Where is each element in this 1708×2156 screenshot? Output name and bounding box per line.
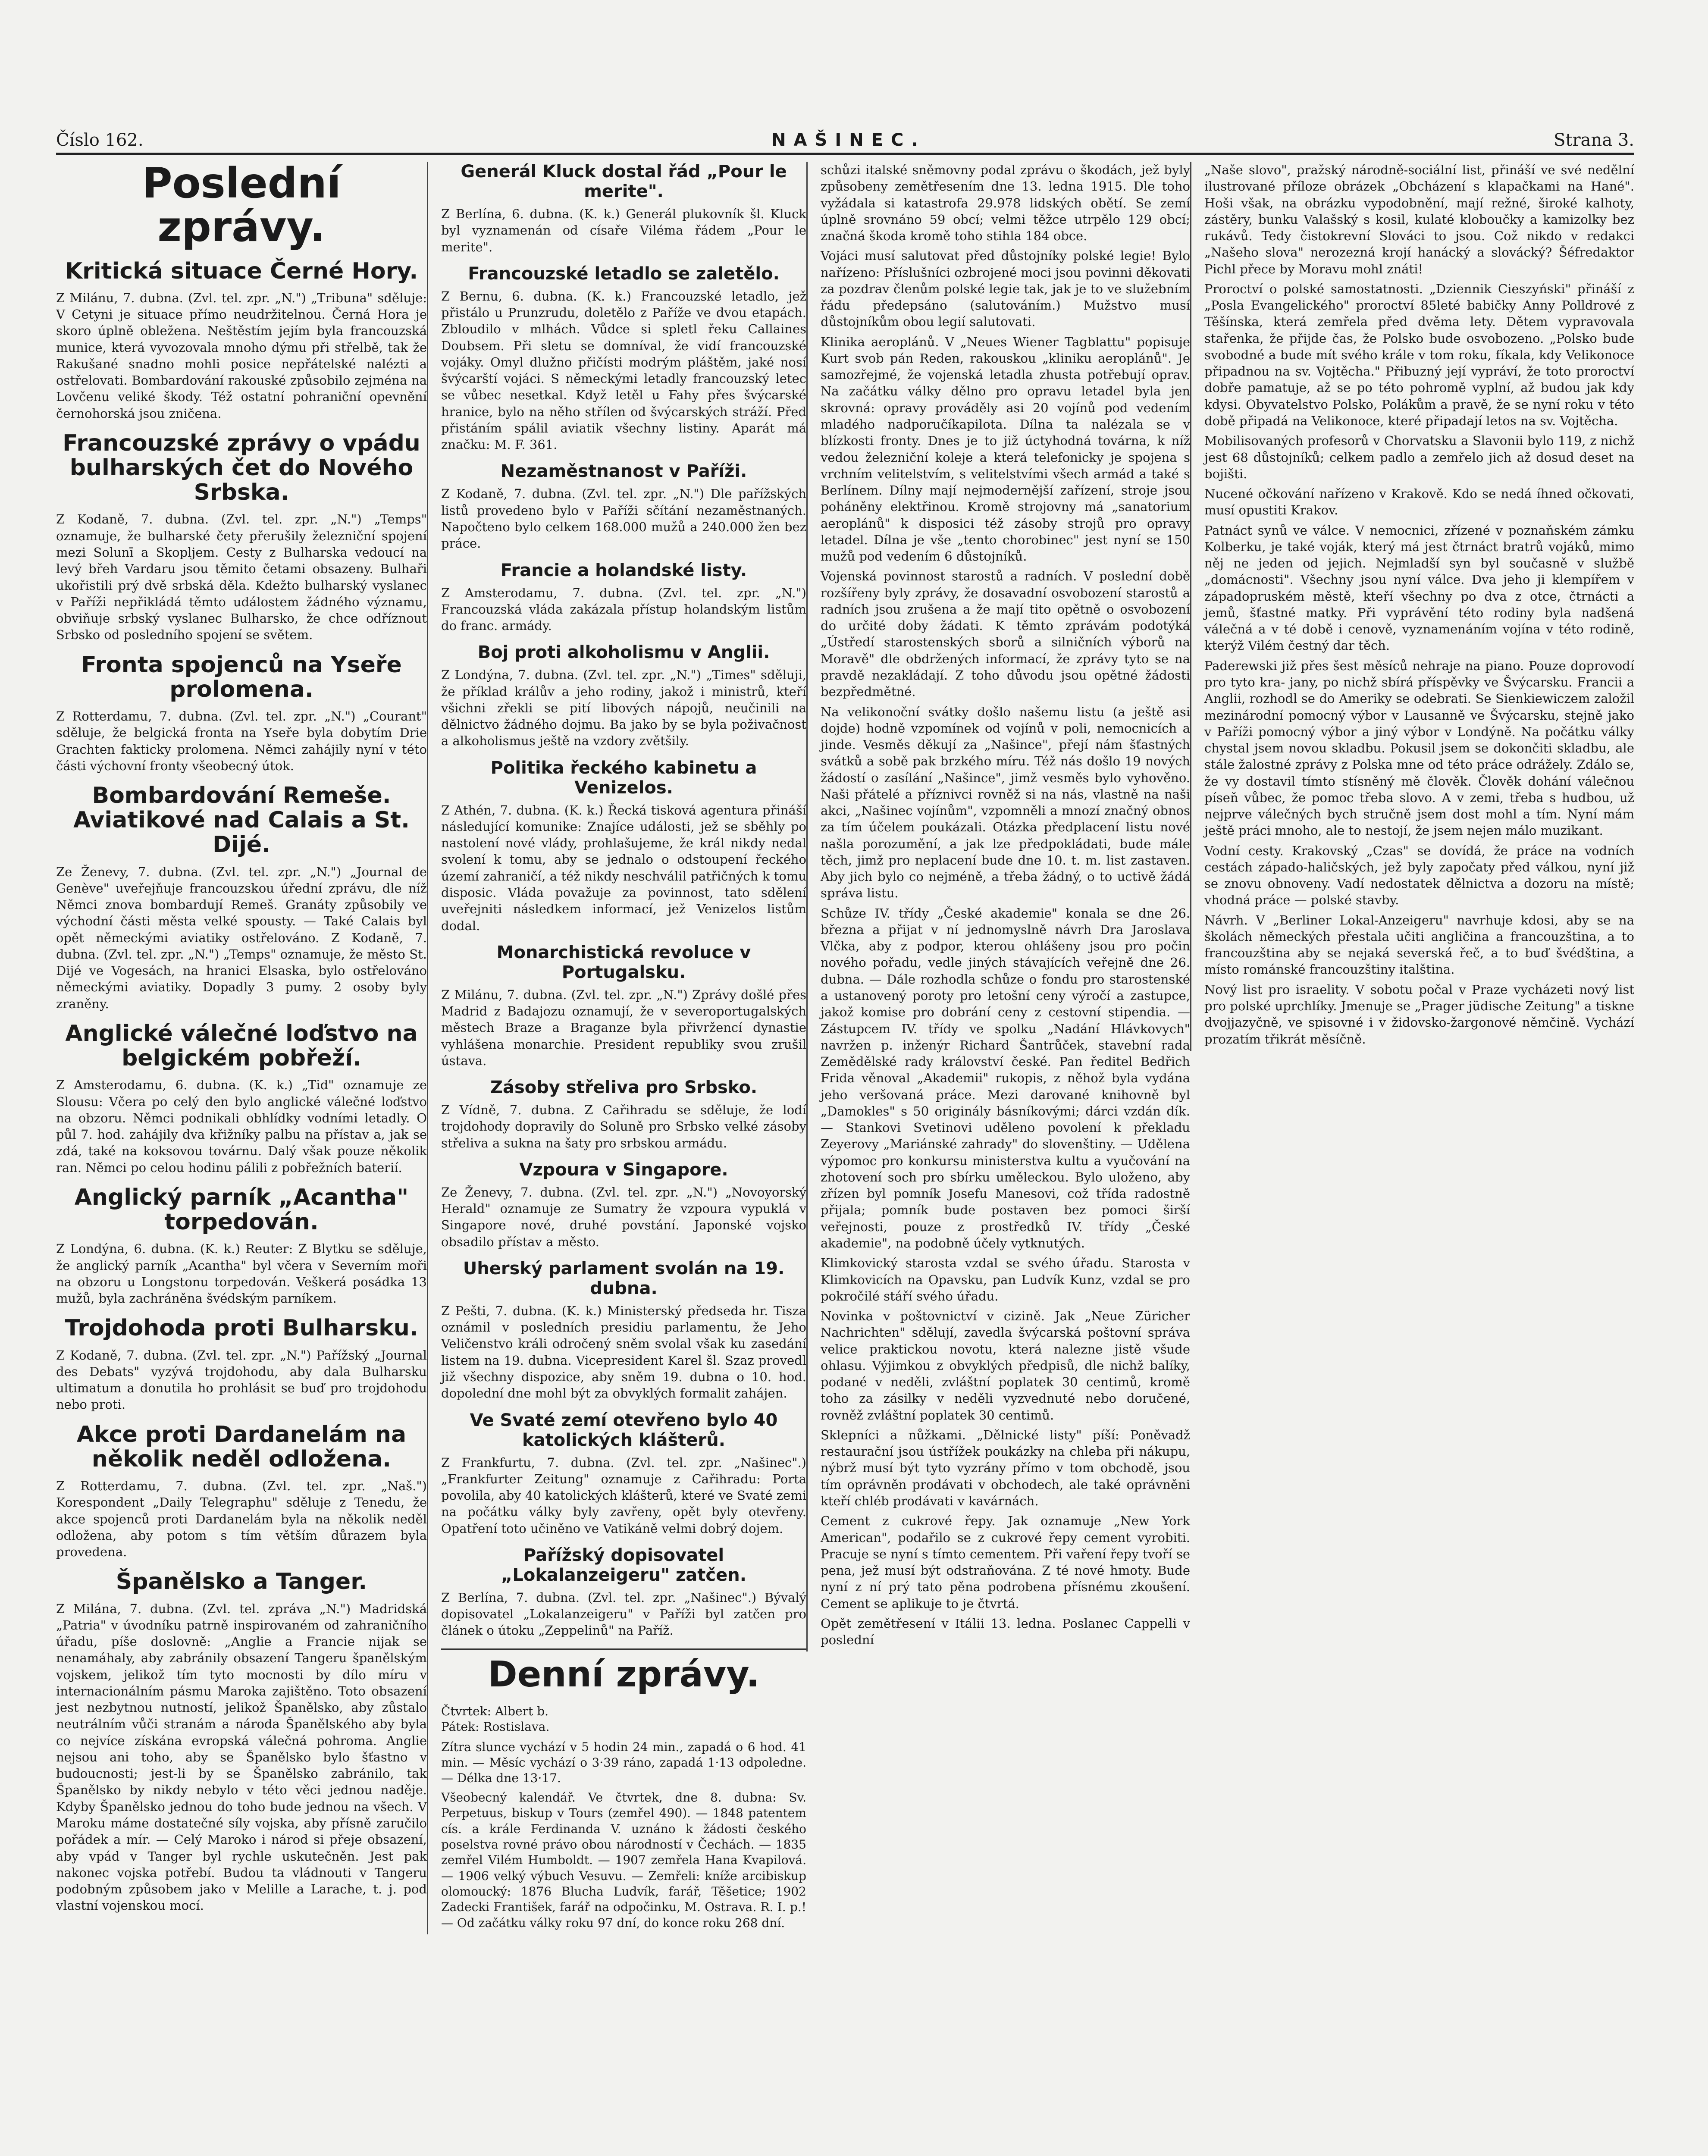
calendar-line: Čtvrtek: Albert b. bbox=[441, 1704, 549, 1718]
article-title: Francouzské zprávy o vpádu bulharských čet do Nového Srbska. bbox=[63, 430, 420, 506]
page-number: Strana 3. bbox=[1554, 130, 1634, 150]
article-text: Z Berlína, 7. dubna. (Zvl. tel. zpr. „Našinec".) Bývalý dopisovatel „Lokalanzeigeru" v Paříži byl zatčen pro článek o útoku „Zeppelinů" na Paříž. bbox=[441, 1590, 806, 1638]
article-title: Zásoby střeliva pro Srbsko. bbox=[490, 1078, 758, 1098]
news-paragraph: Vojáci musí salutovat před důstojníky polské legie! Bylo nařízeno: Příslušníci ozbrojené moci jsou povinni děkovati za pozdrav členům polské legie tak, jak je to ve služebním řádu předepsáno (salutováním.) Mužstvo musí důstojníkům obou legií salutovati. bbox=[821, 248, 1190, 329]
article-text: Z Rotterdamu, 7. dubna. (Zvl. tel. zpr. „Naš.") Korespondent „Daily Telegraphu" sděluje z Tenedu, že akce spojenců proti Dardanelám byla na několik neděl odložena, aby potom s tím větším důrazem byla provedena. bbox=[56, 1479, 427, 1560]
article-title: Ve Svaté zemí otevřeno bylo 40 katolických klášterů. bbox=[470, 1410, 778, 1450]
section-title-daily-news: Denní zprávy. bbox=[488, 1654, 760, 1695]
page-header bbox=[56, 129, 1634, 155]
article-title: Kritická situace Černé Hory. bbox=[65, 258, 418, 284]
news-paragraph: Klinika aeroplánů. V „Neues Wiener Tagblattu" popisuje Kurt svob pán Reden, rakouskou „kliniku aeroplánů". Je samozřejmé, že vojenská letadla zhusta potřebují oprav. Na začátku války dělno pro opravu letadel byla jen skrovná: opravy prováděly asi 20 vojínů pod vedením mladého nadporučíkapilota. Dílna ta nalézala se v blízkosti fronty. Dnes je to již úctyhodná továrna, k níž vedou železniční koleje a která telefonicky je spojena s vrchním velitelstvím, s velitelstvími všech armád a také s Berlínem. Dílny mají nejmodernější zařízení, stroje jsou poháněny elektřinou. Kromě strojovny má „sanatorium aeroplánů" k disposici též zásoby strojů pro opravy letadel. Dílna je vše „tento chorobinec" jest nyní se 150 mužů pod vedením 6 důstojníků. bbox=[821, 334, 1190, 564]
article-text: Z Amsterodamu, 7. dubna. (Zvl. tel. zpr. „N.") Francouzská vláda zakázala přístup holandským listům do franc. armády. bbox=[441, 585, 806, 633]
article-text: Z Kodaně, 7. dubna. (Zvl. tel. zpr. „N.") „Temps" oznamuje, že bulharské čety přerušily železniční spojení mezi Solunī a Skopljem. Cesty z Bulharska vedoucí na levý břeh Vardaru jsou těmito četami obsazeny. Bulhaři ukořistili prý dvě srbská děla. Kdežto bulharský vyslanec v Paříži nepřikládá těmto událostem žádného významu, obviňuje srbský vyslanec Bulharsko, že chce odříznout Srbsko od posledního spojení se světem. bbox=[56, 512, 427, 642]
article-title: Trojdohoda proti Bulharsku. bbox=[65, 1315, 418, 1341]
article-title: Vzpoura v Singapore. bbox=[519, 1159, 728, 1180]
article-title: Monarchistická revoluce v Portugalsku. bbox=[496, 942, 751, 982]
article-text: Z Londýna, 7. dubna. (Zvl. tel. zpr. „N.") „Times" sděluji, že příklad králův a jeho rodiny, jakož i ministrů, kteří všichni zřekli se pití libových nápojů, neučinili na dělnictvo žádného dojmu. Ba jako by se byla poživačnost a alkoholismus ještě na vzdory zvětšily. bbox=[441, 667, 806, 749]
news-paragraph: Proroctví o polské samostatnosti. „Dziennik Cieszyński" přináší z „Posla Evangelického" proroctví 85leté babičky Anny Polldrové z Těšínska, která zemřela před dvěma lety. Dětem vypravovala stařenka, že přijde čas, že Polsko bude osvobozeno. „Polsko bude svobodné a bude mít svého krále v tom roku, fíkala, kdy Velikonoce připadnou na sv. Vojtěcha." Přibuzný její vypráví, že toto proroctví dobře pamatuje, až se po této pohromě vyplní, až budou jak kdy kdysi. Obyvatelstvo Polsko, Polákům a pravě, že se nyní roku v této době připadá na Velikonoce, které připadají letos na sv. Vojtěcha. bbox=[1204, 281, 1634, 428]
article-title: Nezaměstnanost v Paříži. bbox=[500, 461, 747, 482]
article-title: Anglický parník „Acantha" torpedován. bbox=[74, 1184, 409, 1235]
article-text: Z Vídně, 7. dubna. Z Cařihradu se sděluje, že lodí trojdohody dopravily do Soluně pro Srbsko velké zásoby střeliva a sukna na šaty pro srbskou armádu. bbox=[441, 1103, 806, 1150]
article-text: Z Frankfurtu, 7. dubna. (Zvl. tel. zpr. „Našinec".) „Frankfurter Zeitung" oznamuje z Cařihradu: Porta povolila, aby 40 katolických klášterů, které ve Svaté zemi na počátku války byly zavřeny, opět byly otevřeny. Opatření toto učiněno ve Vatikáně velmi dobrý dojem. bbox=[441, 1455, 806, 1536]
news-paragraph: Opět zemětřesení v Itálii 13. ledna. Poslanec Cappelli v poslední bbox=[821, 1616, 1190, 1648]
news-paragraph: „Naše slovo", pražský národně-sociální list, přináší ve své nedělní ilustrované příloze obrázek „Obcházení s klapačkami na Hané". Hoši však, na obrázku vypodobnění, mají režné, široké kalhoty, zástěry, bunku Valašský s kosil, kulaté kloboučky a kamizolky bez rukávů. Tedy čistokrevní Slováci to jsou. Což nikdo v redakci „Našeho slova" nerozezná krojí hanácký a slovácký? Šéfredaktor Pichl přece by Moravu mohl znáti! bbox=[1204, 163, 1634, 276]
article-title: Španělsko a Tanger. bbox=[116, 1569, 367, 1595]
news-paragraph: schůzi italské sněmovny podal zprávu o škodách, jež byly způsobeny zemětřesením dne 13. ledna 1915. Dle toho vyžádala si katastrofa 29.978 lidských obětí. Se zemí úplně srovnáno 59 obcí; velmi těžce utrpělo 129 obcí; značná škoda kromě toho stihla 184 obce. bbox=[821, 163, 1190, 244]
article-title: Bombardování Remeše. Aviatikové nad Calais a St. Dijé. bbox=[73, 783, 410, 858]
article-title: Fronta spojenců na Yseře prolomena. bbox=[81, 652, 402, 702]
article-text: Z Londýna, 6. dubna. (K. k.) Reuter: Z Blytku se sděluje, že anglický parník „Acantha" byl včera v Severním moři na obzoru u Longstonu torpedován. Veškerá posádka 13 mužů, byla zachráněna švédským parníkem. bbox=[56, 1241, 427, 1306]
article-title: Anglické válečné loďstvo na belgickém pobřeží. bbox=[65, 1020, 418, 1072]
article-text: Z Athén, 7. dubna. (K. k.) Řecká tisková agentura přináší následující komunike: Znajíce události, jež se sběhly po nastolení nové vlády, prohlašujeme, že král nikdy nedal svolení k tomu, aby se jednalo o odstoupení řeckého území zahraničí, a též nikdy neschválil patřičných k tomu disposic. Vláda považuje za povinnost, tato sdělení uveřejniti následkem informací, jež Venizelos listům dodal. bbox=[441, 802, 806, 933]
news-paragraph: Schůze IV. třídy „České akademie" konala se dne 26. března a přijat v ní jednomyslně návrh Dra Jaroslava Vlčka, aby z podpor, kterou ohlášeny jsou pro počin nového pořadu, vedle jiných stávajících veřejně dne 26. dubna. — Dále rozhodla schůze o fondu pro starostenské a ustanovený poroty pro letošní ceny výročí a zastupce, jakož komise pro dobrání ceny z cestovní stipendia. — Zástupcem IV. třídy ve spolku „Nadání Hlávkovych" navržen p. inženýr Richard Šantrůček, stavební rada Zemědělské rady království české. Pan ředitel Bedřich Frida věnoval „Akademii" rukopis, z něhož byla vydána jeho veršovaná práce. Mezi darované knihovně byl „Damokles" s 50 originály básníkovými; dárci vzdán dík. — Stankovi Svetinovi uděleno povolení k překladu Zeyerovy „Mariánské zahrady" do slovenštiny. — Udělena výpomoc pro konkursu ministerstva kultu a vyučování na zhotovení soch pro sbírku uměleckou. Bylo uloženo, aby zřízen byl pomník Josefu Manesovi, což třída radostně přijala; pomník bude postaven bez pomoci širší veřejnosti, pouze z prostředků IV. třídy „České akademie", na podobně účely vytknutých. bbox=[821, 906, 1190, 1250]
news-paragraph: Paderewski již přes šest měsíců nehraje na piano. Pouze doprovodí pro tyto kra- jany, po nichž sbírá příspěvky ve Švýcarsku. Francii a Anglii, rozhodl se do Ameriky se odebrati. Se Sienkiewiczem založil mezinárodní pomocný výbor v Lausanně ve Švýcarsku, stejně jako v Paříži pomocný výbor a jiný výbor v Londýně. Na počátku války chystal jsem novou skladbu. Pokusil jsem se dokončiti skladbu, ale stále žalostné zprávy z Polska mne od této práce odrážely. Zdálo se, že vy dostavil tímto stísněný mě člověk. Člověk dohání válečnou píseň vůbec, že pomoc třeba slovo. A v zemi, třeba s hudbou, už nejprve válečných bych stručně jsem dost mohl a tím. Nyní mám ještě práci mnoho, ale to nestojí, že jsem nejen málo muzikant. bbox=[1204, 658, 1634, 838]
column-2 bbox=[427, 162, 806, 1934]
general-calendar: Všeobecný kalendář. Ve čtvrtek, dne 8. dubna: Sv. Perpetuus, biskup v Tours (zemřel 490). — 1848 patentem cís. a krále Ferdinanda V. uznáno k žádosti českého poselstva rovné právo obou národností v Čechách. — 1835 zemřel Vilém Humboldt. — 1907 zemřela Hana Kvapilová. — 1906 velký výbuch Vesuvu. — Zemřeli: kníže arcibiskup olomoucký: 1876 Blucha Ludvík, farář, Těšetice; 1902 Zadecki František, farář na odpočinku, M. Ostrava. R. I. p.! — Od začátku války roku 97 dní, do konce roku 268 dní. bbox=[441, 1790, 806, 1930]
article-text: Z Milánu, 7. dubna. (Zvl. tel. zpr. „N.") Zprávy došlé přes Madrid z Badajozu oznamují, že v severoportugalských městech Braze a Braganze byla přivržencí dynastie vyhlášena monarchie. President republiky svou zrušil ústava. bbox=[441, 987, 806, 1068]
issue-number: Číslo 162. bbox=[56, 130, 144, 150]
article-text: Z Rotterdamu, 7. dubna. (Zvl. tel. zpr. „N.") „Courant" sděluje, že belgická fronta na Yseře byla dobytím Drie Grachten fakticky prolomena. Němci zahájily nyní v této části výchovní fronty všeobecný útok. bbox=[56, 708, 427, 773]
article-title: Generál Kluck dostal řád „Pour le merite". bbox=[461, 162, 787, 201]
article-text: Z Kodaně, 7. dubna. (Zvl. tel. zpr. „N.") Pařížský „Journal des Debats" vyzývá trojdohodu, aby dala Bulharsku ultimatum a donutila ho prohlásit se buď pro trojdohodu nebo proti. bbox=[56, 1348, 427, 1412]
article-text: Ze Ženevy, 7. dubna. (Zvl. tel. zpr. „N.") „Journal de Genève" uveřejňuje francouzskou úřední zprávu, dle níž Němci znova bombardují Remeš. Granáty způsobily ve východní části města velké spousty. — Také Calais byl opět německými aviatiky ostřelováno. Z Kodaně, 7. dubna. (Zvl. tel. zpr. „N.") „Temps" oznamuje, že město St. Dijé ve Vogesách, na hranici Elsaska, bylo ostřelováno německými aviatiky. Dopadly 3 pumy. 2 osoby byly zraněny. bbox=[56, 864, 427, 1011]
news-paragraph: Klimkovický starosta vzdal se svého úřadu. Starosta v Klimkovicích na Opavsku, pan Ludvík Kunz, vzdal se pro pokročilé stáří svého úřadu. bbox=[821, 1256, 1190, 1304]
column-3 bbox=[806, 162, 1190, 1651]
article-text: Z Milánu, 7. dubna. (Zvl. tel. zpr. „N.") „Tribuna" sděluje: V Cetyni je situace přímo neudržitelnou. Černá Hora je skoro úplně obležena. Neštěstím jejím byla francouzská munice, která vyvozovala mnoho dýmu při střelbě, tak že Rakušané snadno mohli posice nepřátelské nalézti a ostřelovati. Bombardování rakouské způsobilo zejména na Lovčenu veliké škody. Též ostatní pohraniční opevnění černohorská jsou zničena. bbox=[56, 290, 427, 421]
column-1 bbox=[56, 159, 427, 1918]
article-title: Pařížský dopisovatel „Lokalanzeigeru" zatčen. bbox=[501, 1545, 746, 1585]
news-paragraph: Nucené očkování nařízeno v Krakově. Kdo se nedá íhned očkovati, musí opustiti Krakov. bbox=[1204, 486, 1634, 518]
column-4 bbox=[1190, 162, 1634, 1051]
article-title: Politika řeckého kabinetu a Venizelos. bbox=[490, 758, 757, 798]
section-divider bbox=[441, 1648, 806, 1650]
news-paragraph: Návrh. V „Berliner Lokal-Anzeigeru" navrhuje kdosi, aby se na školách německých přestala učiti angličina a francouzština, a to francouzština aby se nejaká severská řeč, a to buď švédština, a místo románské francouzštiny italština. bbox=[1204, 912, 1634, 977]
article-title: Francouzské letadlo se zaletělo. bbox=[468, 263, 780, 284]
article-text: Ze Ženevy, 7. dubna. (Zvl. tel. zpr. „N.") „Novoyorský Herald" oznamuje ze Sumatry že vzpoura vypuklá v Singapore nové, druhé povstání. Japonské vojsko obsadilo přístav a město. bbox=[441, 1185, 806, 1249]
article-text: Z Berlína, 6. dubna. (K. k.) Generál plukovník šl. Kluck byl vyznamenán od císaře Viléma řádem „Pour le merite". bbox=[441, 207, 806, 254]
article-title: Boj proti alkoholismu v Anglii. bbox=[477, 642, 770, 663]
section-title-latest-news: Poslední zprávy. bbox=[142, 159, 341, 251]
sun-moon-times: Zítra slunce vychází v 5 hodin 24 min., zapadá o 6 hod. 41 min. — Měsíc vychází o 3·39 ráno, zapadá 1·13 odpoledne. — Délka dne 13·17. bbox=[441, 1739, 806, 1786]
news-paragraph: Mobilisovaných profesorů v Chorvatsku a Slavonii bylo 119, z nichž jest 68 důstojníků; celkem padlo a zemřelo jich až dosud deset na bojišti. bbox=[1204, 433, 1634, 481]
news-paragraph: Vojenská povinnost starostů a radních. V poslední době rozšířeny byly zprávy, že dosavadní osvobození starostů a radních jsou zrušena a že mají tito opětně o osvobození do určité doby žádati. K těmto zprávám podotýká „Ústředí starostenských sborů a silničních výborů na Moravě" dle obdržených informací, že zprávy tyto se na pravdě nezakládají. Z toho důvodu jsou opětné žádosti bezpředmětné. bbox=[821, 569, 1190, 699]
article-title: Uherský parlament svolán na 19. dubna. bbox=[463, 1258, 785, 1298]
news-paragraph: Patnáct synů ve válce. V nemocnici, zřízené v poznaňském zámku Kolberku, je také voják, který má jest čtrnáct bratrů vojáků, mimo něj ne jeden od jejich. Nejmladší syn byl současně v službě „domácnosti". Všechny jsou nyní válce. Dva jeho ji klempířem v západopruském městě, kteří všechny po dva z otce, čtrnácti a jemů, šťastné matky. Při vyprávění této rodiny byla nadšená válečná a v té době i cenově, vyznamenáním vojína v této rodině, kterýž Vilém čestný dar těch. bbox=[1204, 523, 1634, 653]
article-text: Z Amsterodamu, 6. dubna. (K. k.) „Tid" oznamuje ze Slousu: Včera po celý den bylo anglické válečné loďstvo na obzoru. Němci podnikali obhlídky vodními letadly. O půl 7. hod. zahájily dva křižníky palbu na přístav a, jak se zdá, také na koksovou továrnu. Dalý však pouze několik ran. Němci po celou hodinu pálili z pobřežních baterií. bbox=[56, 1078, 427, 1175]
news-paragraph: Novinka v poštovnictví v cizině. Jak „Neue Züricher Nachrichten" sdělují, zavedla švýcarská poštovní správa velice praktickou novotu, která nalezne jistě všude ohlasu. Výjimkou z obvyklých předpisů, dle nichž balíky, podané v neděli, zvláštní poplatek 30 centimů, kromě toho za zásilky v neděli vyzvednuté nebo doručené, rovněž zvláštní poplatek 30 centimů. bbox=[821, 1309, 1190, 1423]
article-text: Z Kodaně, 7. dubna. (Zvl. tel. zpr. „N.") Dle pařížských listů provedeno bylo v Paříži sčítání nezaměstnaných. Napočteno bylo celkem 168.000 mužů a 240.000 žen bez práce. bbox=[441, 486, 806, 551]
newspaper-title: NAŠINEC. bbox=[771, 130, 926, 150]
news-paragraph: Na velikonoční svátky došlo našemu listu (a ještě asi dojde) hodně vzpomínek od vojínů v poli, nemocnicích a jinde. Vesměs děkují za „Našince", přejí nám šťastných svátků a sobě pak brzkého míru. Též nás došlo 19 nových žádostí o zasílání „Našince", jimž vesměs bylo vyhověno. Naši přátelé a příznivci rovněž si na nás, vlastně na naši akci, „Našinec vojínům", vzpomněli a mnozí značný obnos za tím účelem poukázali. Otázka předplacení listu nové našla porozumění, a jak lze předpokládati, bude mále těch, jimž pro neplacení bude dne 10. t. m. list zastaven. Aby jich bylo co nejméně, a třeba žádný, o to uctivě žádá správa listu. bbox=[821, 704, 1190, 901]
article-title: Akce proti Dardanelám na několik neděl odložena. bbox=[76, 1421, 407, 1472]
calendar-line: Pátek: Rostislava. bbox=[441, 1720, 550, 1734]
news-paragraph: Cement z cukrové řepy. Jak oznamuje „New York American", podařilo se z cukrové řepy cement vyrobiti. Pracuje se nyní s tímto cementem. Při vaření řepy tvoří se pena, jež musí být odstraňována. Z té nové hmoty. Bude nyní z ní prý tato pěna podrobena přísnému zkoušení. Cement se aplikuje to je čtvrtá. bbox=[821, 1514, 1190, 1611]
news-paragraph: Nový list pro israelity. V sobotu počal v Praze vycházeti nový list pro polské uprchlíky. Jmenuje se „Prager jüdische Zeitung" a tiskne dvojjazyčně, ve spisovné i v židovsko-žargonové němčině. Vychází prozatím třikrát měsíčně. bbox=[1204, 982, 1634, 1047]
article-text: Z Milána, 7. dubna. (Zvl. tel. zpráva „N.") Madridská „Patria" v úvodníku patrně inspirovaném od zahraničního úřadu, píše doslovně: „Anglie a Francie nijak se nenamáhaly, aby zabránily obsazení Tangeru španělským vojskem, jelikož tím tyto mocnosti by dílo míru v internacionálním pásmu Maroka zajištěno. Toto obsazení jest nezbytnou nutností, jelikož Španělsko, aby zůstalo neutrálním vůči stranám a národa Španělského aby byla co nejvíce získána evropská válečná pohroma. Anglie nejsou ani toho, aby se Španělsko bylo šťastno v budoucnosti; jest-li by se Španělsko zabránilo, tak Španělsko by nikdy nebylo v této věci jednou naděje. Kdyby Španělsko jednou do toho bude jednou na všech. V Maroku máme dostatečné síly vojska, aby přísně zaručilo pořádek a mír. — Celý Maroko i národ si přeje obsazení, aby vpád v Tanger byl rychle uskutečněn. Jest pak nakonec vojska potřebí. Budou ta vládnouti v Tangeru podobným způsobem jako v Melille a Larache, t. j. pod vlastní vojenskou mocí. bbox=[56, 1601, 427, 1913]
article-text: Z Pešti, 7. dubna. (K. k.) Ministerský předseda hr. Tisza oznámil v posledních presidiu parlamentu, že Jeho Veličenstvo králi odročený sněm svolal však ku zasedání listem na 19. dubna. Vicepresident Karel šl. Szaz provedl již všechny dispozice, aby sněm 19. dubna o 10. hod. dopolední dne mohl být za obvyklých formalit zahájen. bbox=[441, 1303, 806, 1401]
article-text: Z Bernu, 6. dubna. (K. k.) Francouzské letadlo, jež přistálo u Prunzrudu, doletělo z Paříže ve dvou etapách. Zbloudilo v mlhách. Vůdce si spletl řeku Callaines Doubsem. Při sletu se domníval, že vidí francouzské vojáky. Omyl dlužno přičísti modrým pláštěm, jaké nosí švýcarští vojáci. S německými letadly francouzský letec se vůbec nesetkal. Když letěl u Fahy přes švýcarské hranice, bylo na něho střílen od švýcarských stráží. Před přistáním spálil aviatik všechny listiny. Aparát má značku: M. F. 361. bbox=[441, 288, 806, 452]
news-paragraph: Sklepníci a nůžkami. „Dělnické listy" píší: Poněvadž restaurační jsou ústřížek poukázky na chleba při nákupu, nýbrž musí být tyto vyzrány přímo v tom obchodě, jsou tím oprávněn prodávati v obchodech, ale také oprávněni kteří chléb prodávati v kavárnách. bbox=[821, 1427, 1190, 1508]
news-paragraph: Vodní cesty. Krakovský „Czas" se dovídá, že práce na vodních cestách západo-haličských, jež byly započaty před válkou, nyní již se znovu obnoveny. Vadí nedostatek dělnictva a dozoru na místě; vhodná práce — polské stavby. bbox=[1204, 843, 1634, 908]
article-title: Francie a holandské listy. bbox=[500, 560, 747, 580]
